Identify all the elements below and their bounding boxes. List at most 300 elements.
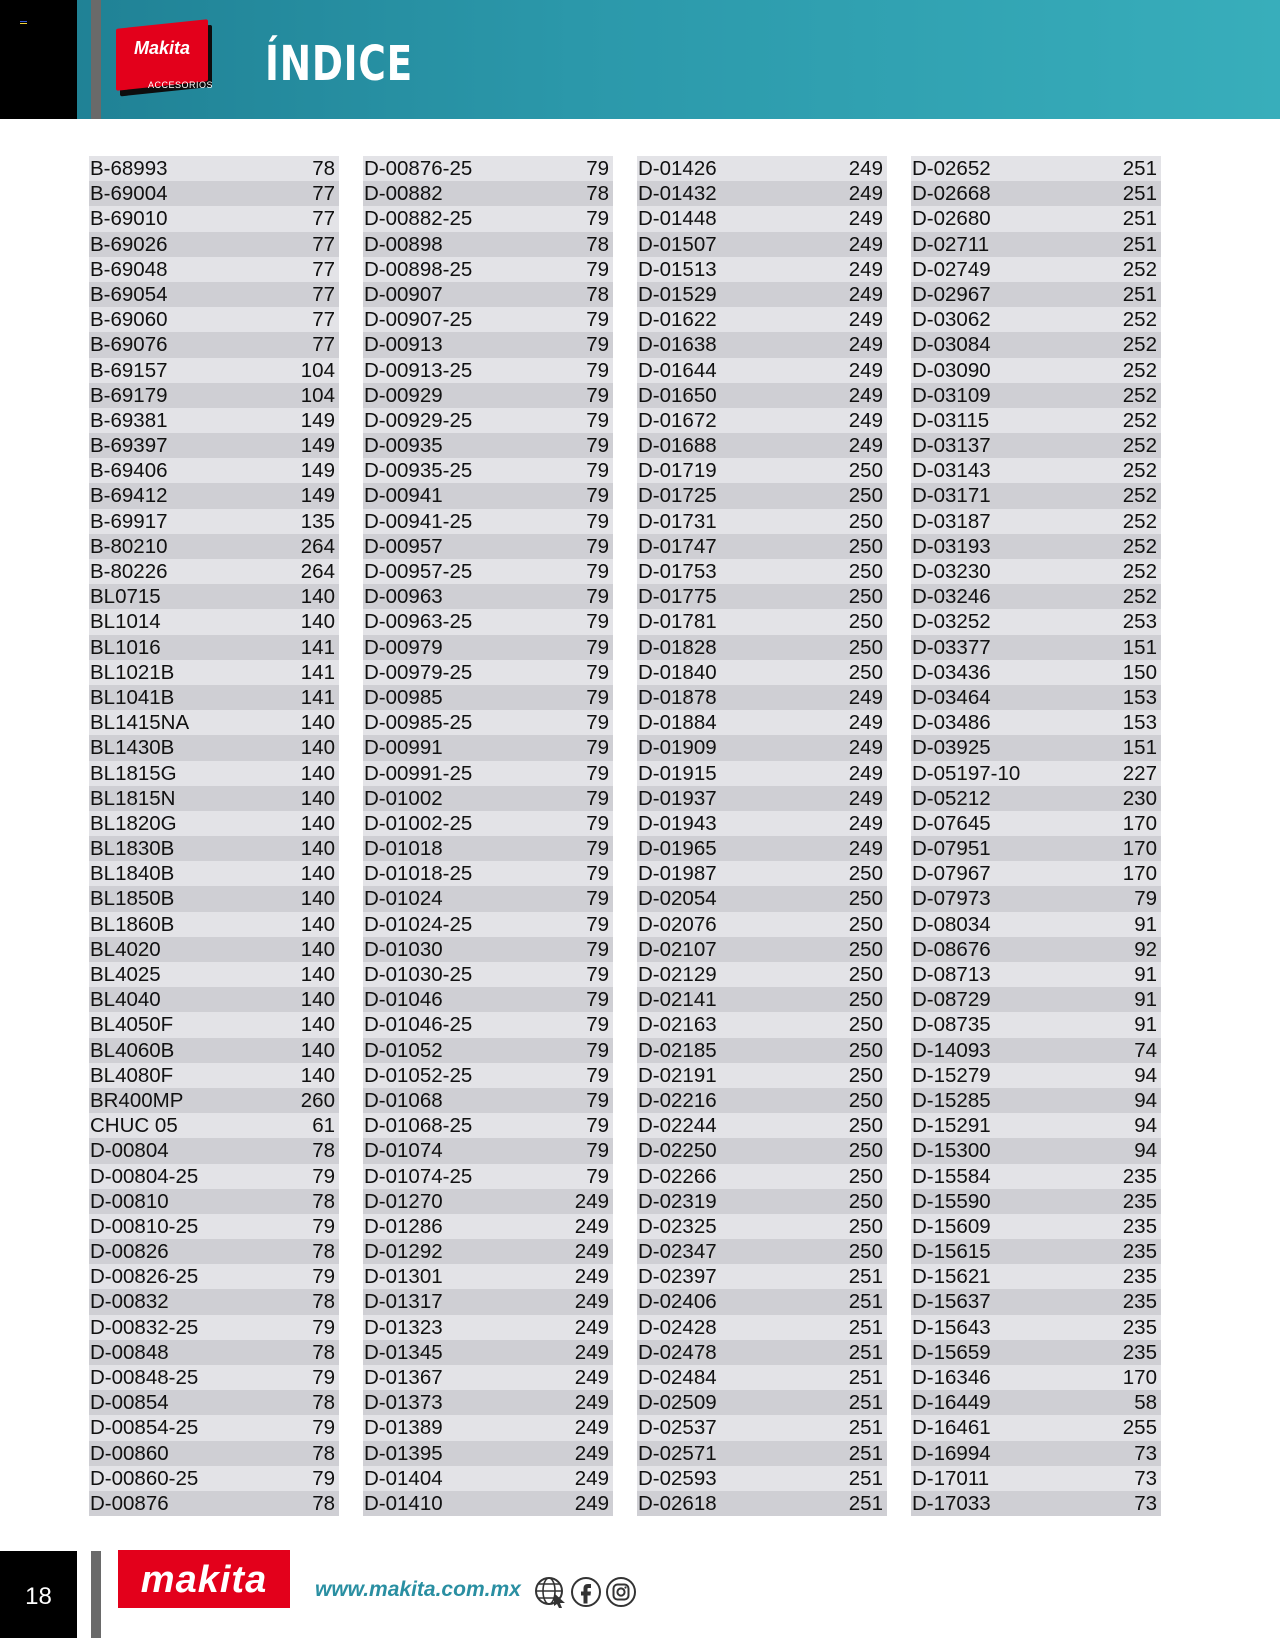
page-reference: 61 xyxy=(312,1114,335,1138)
index-row xyxy=(637,1390,887,1415)
index-row xyxy=(363,1088,613,1113)
product-code: D-01052-25 xyxy=(364,1063,473,1087)
globe-icon[interactable] xyxy=(534,1575,568,1609)
page-reference: 249 xyxy=(574,1315,609,1339)
page-reference: 79 xyxy=(586,1088,609,1112)
product-code: D-00860 xyxy=(90,1441,169,1465)
product-code: B-69157 xyxy=(90,358,168,382)
page-reference: 79 xyxy=(586,1139,609,1163)
page-reference: 250 xyxy=(848,1139,883,1163)
index-row xyxy=(911,232,1161,257)
page-reference: 77 xyxy=(312,232,335,256)
page-reference: 260 xyxy=(300,1088,335,1112)
page-reference: 79 xyxy=(586,761,609,785)
product-code: B-68993 xyxy=(90,157,168,180)
page-reference: 150 xyxy=(1122,660,1157,684)
product-code: D-07973 xyxy=(912,887,991,911)
page-reference: 170 xyxy=(1122,862,1157,886)
page-reference: 141 xyxy=(300,685,335,709)
product-code: B-69179 xyxy=(90,383,168,407)
page-reference: 140 xyxy=(300,837,335,861)
product-code: D-01030 xyxy=(364,937,443,961)
product-code: BL1815N xyxy=(90,786,176,810)
index-row xyxy=(89,1214,339,1239)
index-row xyxy=(363,1164,613,1189)
page-reference: 249 xyxy=(574,1491,609,1515)
product-code: D-01030-25 xyxy=(364,963,473,986)
product-code: D-02668 xyxy=(912,182,991,206)
page-reference: 77 xyxy=(312,257,335,281)
page-reference: 140 xyxy=(300,1038,335,1062)
product-code: D-02537 xyxy=(638,1416,717,1440)
page-reference: 251 xyxy=(848,1315,883,1339)
index-row xyxy=(363,232,613,257)
product-code: D-15609 xyxy=(912,1214,991,1238)
page-reference: 140 xyxy=(300,786,335,810)
product-code: BL4020 xyxy=(90,937,161,961)
page-reference: 79 xyxy=(586,560,609,583)
index-row xyxy=(363,1189,613,1214)
index-row xyxy=(637,1038,887,1063)
page-reference: 79 xyxy=(586,1038,609,1062)
index-row xyxy=(89,1491,339,1516)
index-row xyxy=(89,836,339,861)
product-code: D-01672 xyxy=(638,408,717,432)
index-row xyxy=(911,886,1161,911)
product-code: D-01987 xyxy=(638,862,717,886)
facebook-icon[interactable] xyxy=(569,1575,603,1609)
index-row xyxy=(363,1038,613,1063)
page-reference: 249 xyxy=(848,786,883,810)
index-row xyxy=(637,257,887,282)
index-column-1 xyxy=(89,156,339,1516)
index-row xyxy=(911,1441,1161,1466)
index-row xyxy=(89,1038,339,1063)
index-row xyxy=(911,156,1161,181)
product-code: D-15615 xyxy=(912,1240,991,1264)
index-row xyxy=(363,282,613,307)
page-reference: 91 xyxy=(1134,1013,1157,1037)
index-row xyxy=(911,1113,1161,1138)
index-row xyxy=(911,408,1161,433)
product-code: D-03090 xyxy=(912,358,991,382)
page-reference: 235 xyxy=(1122,1290,1157,1314)
index-row xyxy=(911,660,1161,685)
product-code: D-00985-25 xyxy=(364,711,473,735)
product-code: D-03109 xyxy=(912,383,991,407)
index-row xyxy=(911,1315,1161,1340)
page-reference: 250 xyxy=(848,1240,883,1264)
product-code: D-01410 xyxy=(364,1491,443,1515)
index-row xyxy=(637,811,887,836)
product-code: D-00848 xyxy=(90,1340,169,1364)
product-code: D-02266 xyxy=(638,1164,717,1188)
page-reference: 91 xyxy=(1134,963,1157,986)
product-code: D-08676 xyxy=(912,937,991,961)
product-code: BL1021B xyxy=(90,660,175,684)
index-row xyxy=(911,1038,1161,1063)
index-row xyxy=(911,635,1161,660)
index-row xyxy=(637,1012,887,1037)
page-reference: 235 xyxy=(1122,1214,1157,1238)
index-row xyxy=(911,509,1161,534)
product-code: D-00907-25 xyxy=(364,308,473,332)
index-row xyxy=(363,962,613,987)
product-code: D-00907 xyxy=(364,282,443,306)
product-code: D-00804 xyxy=(90,1139,169,1163)
index-row xyxy=(363,1214,613,1239)
index-row xyxy=(363,534,613,559)
page-reference: 79 xyxy=(312,1265,335,1289)
product-code: D-08713 xyxy=(912,963,991,986)
index-row xyxy=(911,1365,1161,1390)
product-code: D-03377 xyxy=(912,635,991,659)
product-code: D-01323 xyxy=(364,1315,443,1339)
index-row xyxy=(363,1289,613,1314)
index-row xyxy=(363,1365,613,1390)
product-code: B-69917 xyxy=(90,509,168,533)
product-code: D-03084 xyxy=(912,333,991,357)
index-row xyxy=(89,962,339,987)
page-reference: 77 xyxy=(312,282,335,306)
page-reference: 251 xyxy=(1122,232,1157,256)
page-reference: 250 xyxy=(848,635,883,659)
index-row xyxy=(637,584,887,609)
page-reference: 79 xyxy=(586,736,609,760)
page-reference: 249 xyxy=(848,157,883,180)
index-row xyxy=(89,1164,339,1189)
product-code: D-00826 xyxy=(90,1240,169,1264)
page-reference: 74 xyxy=(1134,1038,1157,1062)
product-code: D-01688 xyxy=(638,434,717,458)
product-code: D-00963 xyxy=(364,585,443,609)
product-code: D-01426 xyxy=(638,157,717,180)
product-code: D-00913 xyxy=(364,333,443,357)
index-row xyxy=(911,282,1161,307)
index-row xyxy=(89,987,339,1012)
index-row xyxy=(637,1088,887,1113)
page-reference: 249 xyxy=(848,837,883,861)
index-column-2 xyxy=(363,156,613,1516)
product-code: BL1430B xyxy=(90,736,175,760)
product-code: D-16461 xyxy=(912,1416,991,1440)
page-reference: 78 xyxy=(312,157,335,180)
product-code: BL1840B xyxy=(90,862,175,886)
index-row xyxy=(89,1138,339,1163)
page-reference: 78 xyxy=(312,1240,335,1264)
index-row xyxy=(911,761,1161,786)
page-reference: 252 xyxy=(1122,257,1157,281)
product-code: D-00876-25 xyxy=(364,157,473,180)
index-row xyxy=(637,937,887,962)
product-code: D-16346 xyxy=(912,1366,991,1389)
product-code: D-02107 xyxy=(638,937,717,961)
index-row xyxy=(911,206,1161,231)
page-reference: 250 xyxy=(848,1063,883,1087)
page-reference: 250 xyxy=(848,1214,883,1238)
page-reference: 252 xyxy=(1122,560,1157,583)
product-code: D-01909 xyxy=(638,736,717,760)
index-row xyxy=(89,307,339,332)
index-row xyxy=(89,1441,339,1466)
product-code: B-69397 xyxy=(90,434,168,458)
page-reference: 249 xyxy=(848,333,883,357)
page-reference: 79 xyxy=(586,434,609,458)
website-link[interactable]: www.makita.com.mx xyxy=(315,1578,521,1601)
page-reference: 250 xyxy=(848,509,883,533)
product-code: D-00860-25 xyxy=(90,1466,199,1490)
index-row xyxy=(637,1365,887,1390)
index-row xyxy=(89,358,339,383)
page-reference: 79 xyxy=(586,837,609,861)
product-code: BL1415NA xyxy=(90,711,190,735)
page-reference: 77 xyxy=(312,182,335,206)
index-row xyxy=(89,1088,339,1113)
index-row xyxy=(911,383,1161,408)
index-row xyxy=(89,483,339,508)
page-reference: 153 xyxy=(1122,685,1157,709)
index-row xyxy=(911,1264,1161,1289)
product-code: D-07951 xyxy=(912,837,991,861)
product-code: D-02680 xyxy=(912,207,991,231)
page-reference: 250 xyxy=(848,459,883,483)
page-reference: 249 xyxy=(574,1466,609,1490)
index-row xyxy=(363,735,613,760)
page-reference: 149 xyxy=(300,408,335,432)
product-code: D-15659 xyxy=(912,1340,991,1364)
index-row xyxy=(637,1441,887,1466)
page-reference: 250 xyxy=(848,585,883,609)
product-code: D-07967 xyxy=(912,862,991,886)
page-reference: 250 xyxy=(848,988,883,1012)
product-code: D-00991-25 xyxy=(364,761,473,785)
index-row xyxy=(637,609,887,634)
product-code: D-02319 xyxy=(638,1189,717,1213)
product-code: D-01404 xyxy=(364,1466,443,1490)
page-reference: 79 xyxy=(586,509,609,533)
product-code: D-00957-25 xyxy=(364,560,473,583)
product-code: D-01753 xyxy=(638,560,717,583)
index-row xyxy=(363,685,613,710)
page-reference: 251 xyxy=(848,1491,883,1515)
index-row xyxy=(911,1466,1161,1491)
page-reference: 249 xyxy=(848,383,883,407)
product-code: D-03436 xyxy=(912,660,991,684)
page-reference: 235 xyxy=(1122,1189,1157,1213)
page-reference: 78 xyxy=(586,182,609,206)
product-code: D-15621 xyxy=(912,1265,991,1289)
product-code: B-80226 xyxy=(90,560,168,583)
page-reference: 78 xyxy=(312,1391,335,1415)
product-code: D-01345 xyxy=(364,1340,443,1364)
index-row xyxy=(911,811,1161,836)
page-reference: 249 xyxy=(574,1214,609,1238)
page-reference: 253 xyxy=(1122,610,1157,634)
index-row xyxy=(89,332,339,357)
page-reference: 94 xyxy=(1134,1114,1157,1138)
product-code: D-03143 xyxy=(912,459,991,483)
page-reference: 140 xyxy=(300,1013,335,1037)
product-code: D-03171 xyxy=(912,484,991,508)
index-row xyxy=(637,1113,887,1138)
product-code: D-01915 xyxy=(638,761,717,785)
index-row xyxy=(911,483,1161,508)
page-reference: 252 xyxy=(1122,408,1157,432)
index-row xyxy=(911,332,1161,357)
page-reference: 249 xyxy=(848,685,883,709)
product-code: B-69412 xyxy=(90,484,168,508)
product-code: BL4060B xyxy=(90,1038,175,1062)
index-row xyxy=(363,433,613,458)
product-code: D-02129 xyxy=(638,963,717,986)
index-row xyxy=(89,660,339,685)
product-code: BL1830B xyxy=(90,837,175,861)
product-code: B-69004 xyxy=(90,182,168,206)
page-reference: 140 xyxy=(300,937,335,961)
product-code: D-01018 xyxy=(364,837,443,861)
page-reference: 140 xyxy=(300,585,335,609)
page-reference: 251 xyxy=(848,1340,883,1364)
product-code: D-00898 xyxy=(364,232,443,256)
page-reference: 141 xyxy=(300,660,335,684)
page-reference: 104 xyxy=(300,358,335,382)
index-row xyxy=(363,937,613,962)
page-reference: 153 xyxy=(1122,711,1157,735)
index-row xyxy=(89,232,339,257)
page-reference: 140 xyxy=(300,963,335,986)
product-code: D-00804-25 xyxy=(90,1164,199,1188)
index-row xyxy=(911,1491,1161,1516)
index-row xyxy=(637,458,887,483)
page-reference: 250 xyxy=(848,937,883,961)
index-row xyxy=(363,156,613,181)
product-code: D-03187 xyxy=(912,509,991,533)
page-reference: 104 xyxy=(300,383,335,407)
page-reference: 140 xyxy=(300,736,335,760)
page-reference: 79 xyxy=(586,660,609,684)
product-code: D-01373 xyxy=(364,1391,443,1415)
index-row xyxy=(911,1138,1161,1163)
index-row xyxy=(637,1315,887,1340)
product-code: D-01638 xyxy=(638,333,717,357)
product-code: D-00832 xyxy=(90,1290,169,1314)
page-reference: 249 xyxy=(574,1189,609,1213)
index-row xyxy=(89,1390,339,1415)
index-row xyxy=(89,685,339,710)
page-reference: 149 xyxy=(300,459,335,483)
product-code: D-08729 xyxy=(912,988,991,1012)
index-row xyxy=(911,181,1161,206)
page-reference: 79 xyxy=(586,257,609,281)
index-row xyxy=(911,735,1161,760)
page-reference: 249 xyxy=(574,1441,609,1465)
index-row xyxy=(637,786,887,811)
page-reference: 78 xyxy=(586,232,609,256)
product-code: D-01046-25 xyxy=(364,1013,473,1037)
index-row xyxy=(363,811,613,836)
page-reference: 79 xyxy=(586,912,609,936)
index-row xyxy=(637,660,887,685)
page-reference: 94 xyxy=(1134,1139,1157,1163)
page-reference: 255 xyxy=(1122,1416,1157,1440)
page-reference: 250 xyxy=(848,610,883,634)
index-row xyxy=(637,1415,887,1440)
page-reference: 79 xyxy=(586,308,609,332)
index-row xyxy=(911,358,1161,383)
product-code: D-01731 xyxy=(638,509,717,533)
product-code: CHUC 05 xyxy=(90,1114,178,1138)
index-row xyxy=(911,1063,1161,1088)
page-reference: 151 xyxy=(1122,736,1157,760)
index-row xyxy=(363,1491,613,1516)
page-reference: 249 xyxy=(848,434,883,458)
page-reference: 91 xyxy=(1134,912,1157,936)
product-code: B-69026 xyxy=(90,232,168,256)
page-reference: 251 xyxy=(848,1441,883,1465)
product-code: D-00985 xyxy=(364,685,443,709)
product-code: BL1041B xyxy=(90,685,175,709)
product-code: D-15584 xyxy=(912,1164,991,1188)
index-row xyxy=(363,1441,613,1466)
page-reference: 252 xyxy=(1122,434,1157,458)
page-title: ÍNDICE xyxy=(265,36,414,92)
index-row xyxy=(911,257,1161,282)
page-reference: 170 xyxy=(1122,837,1157,861)
index-row xyxy=(911,1012,1161,1037)
index-row xyxy=(363,181,613,206)
page-reference: 249 xyxy=(574,1265,609,1289)
product-code: D-00826-25 xyxy=(90,1265,199,1289)
page-reference: 91 xyxy=(1134,988,1157,1012)
product-code: D-01018-25 xyxy=(364,862,473,886)
product-code: D-07645 xyxy=(912,811,991,835)
page-reference: 79 xyxy=(586,811,609,835)
page-reference: 250 xyxy=(848,963,883,986)
product-code: D-05212 xyxy=(912,786,991,810)
product-code: D-01292 xyxy=(364,1240,443,1264)
product-code: D-16994 xyxy=(912,1441,991,1465)
page-reference: 250 xyxy=(848,862,883,886)
page-reference: 151 xyxy=(1122,635,1157,659)
page-reference: 78 xyxy=(586,282,609,306)
index-row xyxy=(363,660,613,685)
page-reference: 73 xyxy=(1134,1491,1157,1515)
page-reference: 94 xyxy=(1134,1088,1157,1112)
index-row xyxy=(363,307,613,332)
instagram-icon[interactable] xyxy=(604,1575,638,1609)
index-row xyxy=(89,861,339,886)
product-code: D-01024-25 xyxy=(364,912,473,936)
product-code: D-00848-25 xyxy=(90,1366,199,1389)
index-row xyxy=(637,282,887,307)
page-reference: 140 xyxy=(300,610,335,634)
page-reference: 140 xyxy=(300,912,335,936)
index-row xyxy=(637,534,887,559)
product-code: D-01965 xyxy=(638,837,717,861)
page-reference: 79 xyxy=(1134,887,1157,911)
index-row xyxy=(911,1239,1161,1264)
page-reference: 252 xyxy=(1122,459,1157,483)
page-reference: 251 xyxy=(848,1466,883,1490)
index-row xyxy=(363,710,613,735)
product-code: D-00935-25 xyxy=(364,459,473,483)
index-row xyxy=(89,408,339,433)
product-code: D-01074 xyxy=(364,1139,443,1163)
header-black-block xyxy=(0,0,77,119)
index-row xyxy=(363,458,613,483)
page-reference: 79 xyxy=(312,1164,335,1188)
product-code: D-02571 xyxy=(638,1441,717,1465)
